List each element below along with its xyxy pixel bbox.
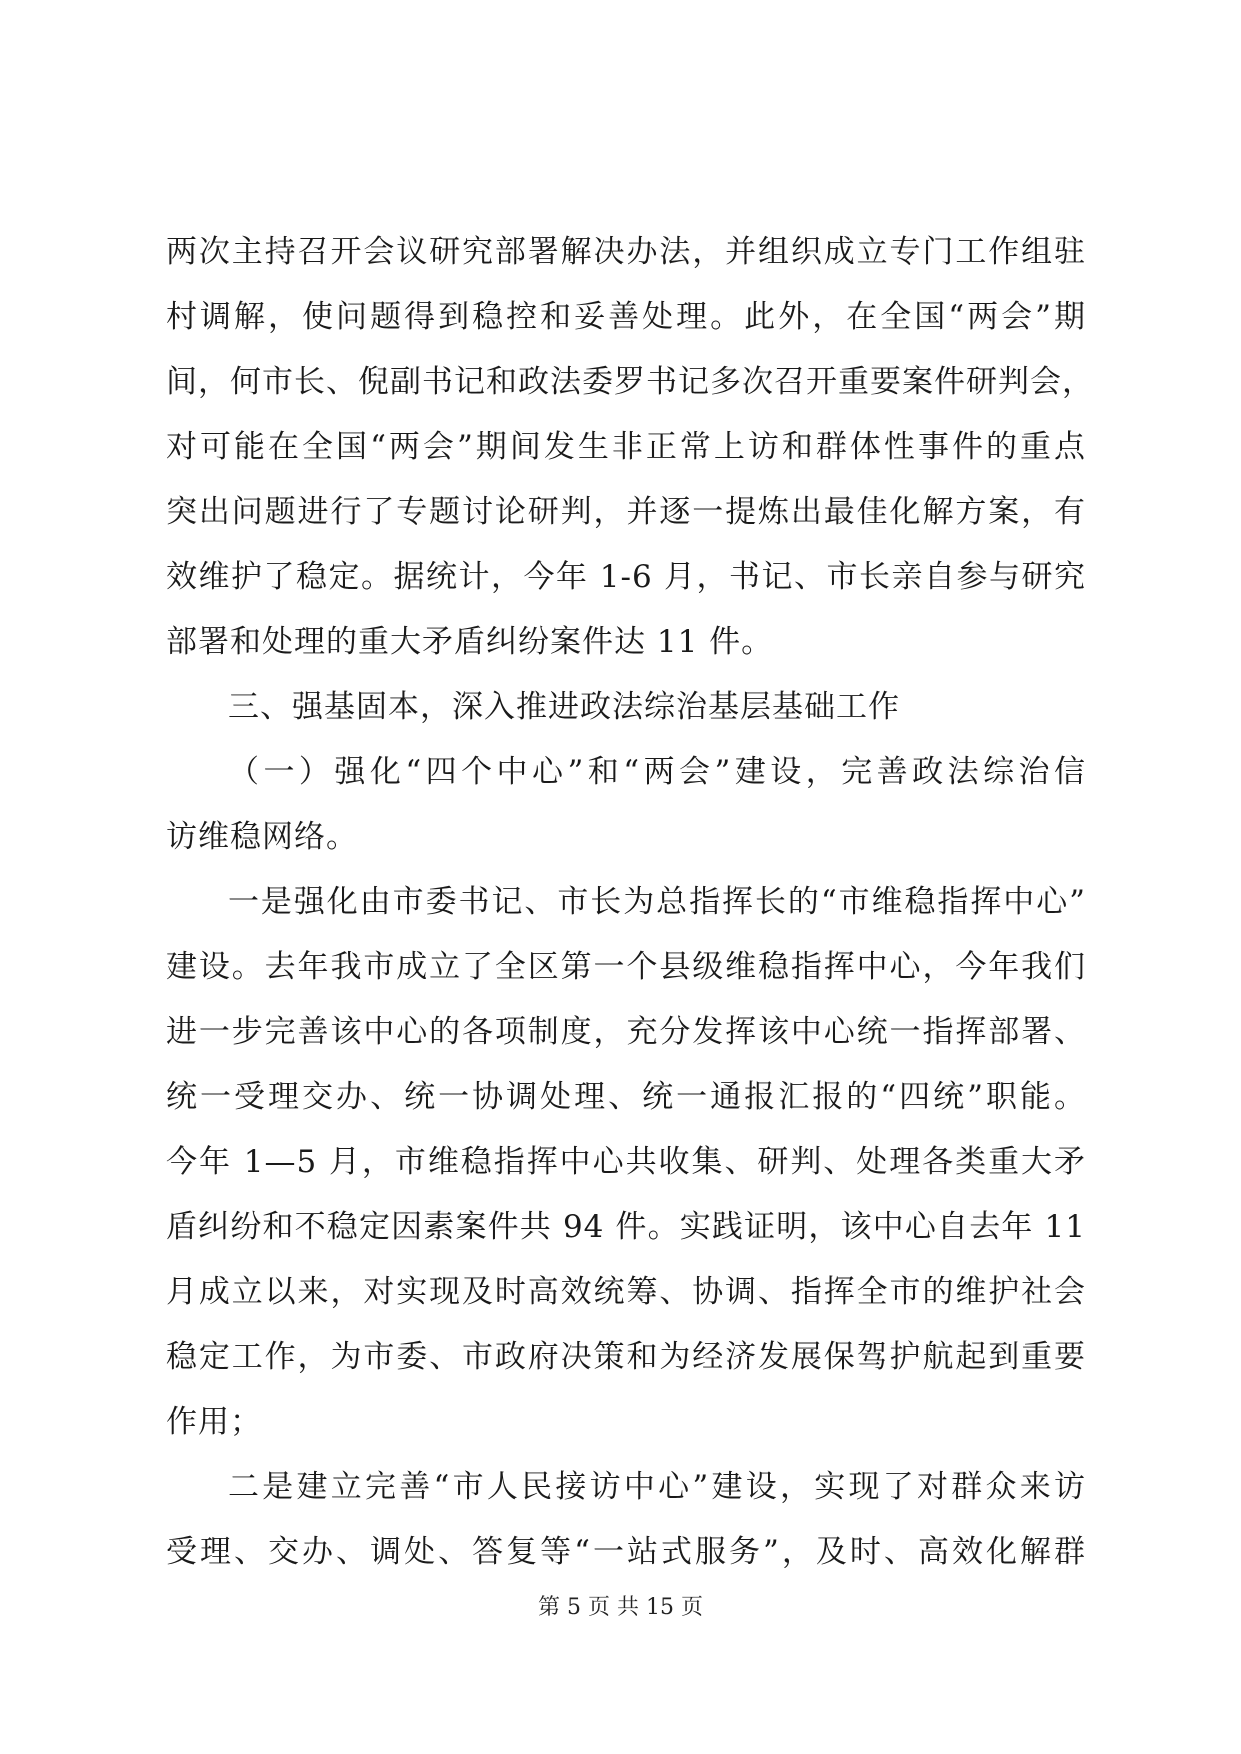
paragraph-line: 突出问题进行了专题讨论研判，并逐一提炼出最佳化解方案，有 [166, 494, 1086, 530]
subsection-heading-cont: 访维稳网络。 [166, 819, 358, 855]
paragraph-line: 作用； [166, 1404, 262, 1440]
paragraph-line: 间，何市长、倪副书记和政法委罗书记多次召开重要案件研判会， [166, 364, 1094, 400]
paragraph-line: 今年 1—5 月，市维稳指挥中心共收集、研判、处理各类重大矛 [166, 1144, 1086, 1180]
paragraph-line: 对可能在全国“两会”期间发生非正常上访和群体性事件的重点 [166, 429, 1086, 465]
paragraph-line: 进一步完善该中心的各项制度，充分发挥该中心统一指挥部署、 [166, 1014, 1086, 1050]
subsection-heading: （一）强化“四个中心”和“两会”建设，完善政法综治信 [228, 754, 1086, 790]
paragraph-line: 部署和处理的重大矛盾纠纷案件达 11 件。 [166, 624, 774, 660]
page-number-footer: 第 5 页 共 15 页 [538, 1595, 703, 1620]
paragraph-line: 稳定工作，为市委、市政府决策和为经济发展保驾护航起到重要 [166, 1339, 1086, 1375]
section-heading: 三、强基固本，深入推进政法综治基层基础工作 [228, 689, 900, 725]
paragraph-line: 受理、交办、调处、答复等“一站式服务”，及时、高效化解群 [166, 1534, 1086, 1570]
paragraph-line: 两次主持召开会议研究部署解决办法，并组织成立专门工作组驻 [166, 234, 1086, 270]
paragraph-line: 效维护了稳定。据统计，今年 1-6 月，书记、市长亲自参与研究 [166, 559, 1086, 595]
paragraph-line: 一是强化由市委书记、市长为总指挥长的“市维稳指挥中心” [228, 884, 1086, 920]
paragraph-line: 盾纠纷和不稳定因素案件共 94 件。实践证明，该中心自去年 11 [166, 1209, 1086, 1245]
paragraph-line: 统一受理交办、统一协调处理、统一通报汇报的“四统”职能。 [166, 1079, 1086, 1115]
paragraph-line: 二是建立完善“市人民接访中心”建设，实现了对群众来访 [228, 1469, 1086, 1505]
paragraph-line: 月成立以来，对实现及时高效统筹、协调、指挥全市的维护社会 [166, 1274, 1086, 1310]
paragraph-line: 村调解，使问题得到稳控和妥善处理。此外，在全国“两会”期 [166, 299, 1086, 335]
paragraph-line: 建设。去年我市成立了全区第一个县级维稳指挥中心，今年我们 [166, 949, 1086, 985]
